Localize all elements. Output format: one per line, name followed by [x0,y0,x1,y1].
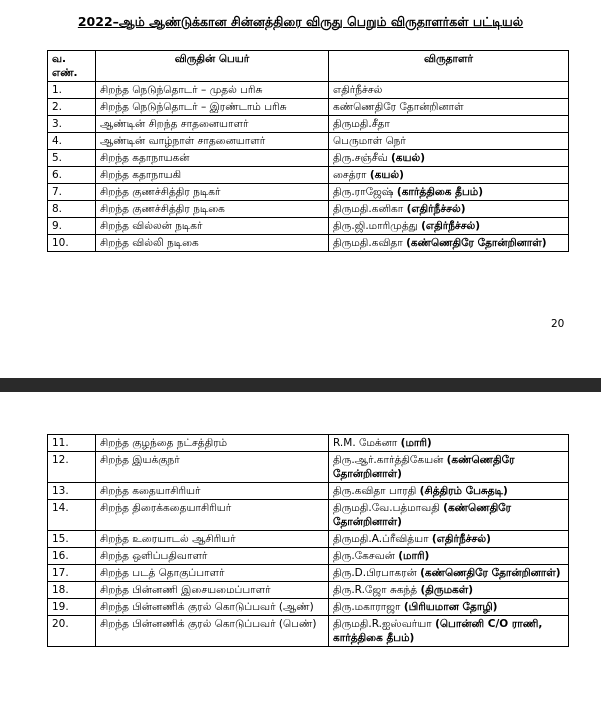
table-row [48,565,569,582]
award-name: சிறந்த கதாநாயகன் [96,150,329,167]
winner-name: திரு.ஜி.மாரிமுத்து [333,220,418,232]
page-title: 2022–ஆம் ஆண்டுக்கான சின்னத்திரை விருது பெறும் விருதாளர்கள் பட்டியல் [77,14,524,29]
award-name: சிறந்த வில்லன் நடிகர் [96,218,329,235]
serial-title: (எதிர்நீச்சல்) [406,203,466,215]
award-name: சிறந்த கதாநாயகி [96,167,329,184]
serial-number: 12. [48,452,96,483]
table-row [48,116,569,133]
winner-cell [329,531,569,548]
serial-number: 6. [48,167,96,184]
winner-cell [329,582,569,599]
award-name: சிறந்த ஒளிப்பதிவாளர் [96,548,329,565]
award-name: ஆண்டின் வாழ்நாள் சாதனையாளர் [96,133,329,150]
table-row [48,167,569,184]
winner-cell [329,184,569,201]
winner-name: திருமதி.கவிதா [333,237,403,249]
winner-name: திரு.சஞ்சீவ் [333,152,388,164]
winner-cell [329,116,569,133]
winner-name: திரு.R.ஜோ சுகந்த் [333,584,418,596]
winner-cell [329,565,569,582]
winner-cell [329,435,569,452]
award-name: சிறந்த குணச்சித்திர நடிகர் [96,184,329,201]
table-row [48,483,569,500]
winner-cell [329,201,569,218]
winner-name: எதிர்நீச்சல் [333,84,383,96]
award-name: சிறந்த திரைக்கதையாசிரியர் [96,500,329,531]
table-row [48,150,569,167]
serial-title: (மாரி) [400,437,432,449]
award-name: சிறந்த பின்னணிக் குரல் கொடுப்பவர் (ஆண்) [96,599,329,616]
serial-number: 3. [48,116,96,133]
serial-number: 17. [48,565,96,582]
serial-number: 9. [48,218,96,235]
awards-table-part1 [47,50,569,252]
serial-title: (எதிர்நீச்சல்) [431,533,491,545]
serial-title: (கயல்) [390,152,426,164]
table-row [48,452,569,483]
winner-cell [329,452,569,483]
table-row [48,99,569,116]
serial-title: (மாரி) [398,550,430,562]
serial-number: 4. [48,133,96,150]
table-row [48,599,569,616]
winner-cell [329,599,569,616]
award-name: சிறந்த குணச்சித்திர நடிகை [96,201,329,218]
winner-cell [329,167,569,184]
winner-name: திரு.கேசவன் [333,550,395,562]
serial-title: (பிரியமான தோழி) [403,601,498,613]
serial-number: 18. [48,582,96,599]
winner-name: திருமதி.கனிகா [333,203,404,215]
winner-name: R.M. மேக்னா [333,437,398,449]
serial-title: (கண்ணெதிரே தோன்றினாள்) [333,502,512,528]
winner-cell [329,483,569,500]
serial-number: 19. [48,599,96,616]
winner-name: பெருமாள் நெர் [333,135,406,147]
winner-name: திரு.D.பிரபாகரன் [333,567,417,579]
winner-cell [329,133,569,150]
award-name: சிறந்த பின்னணி இசையமைப்பாளர் [96,582,329,599]
award-name: சிறந்த உரையாடல் ஆசிரியர் [96,531,329,548]
winner-cell [329,548,569,565]
table-row [48,82,569,99]
table-row [48,500,569,531]
winner-name: திருமதி.வே.பத்மாவதி [333,502,440,514]
serial-title: (கார்த்திகை தீபம்) [396,186,484,198]
winner-cell [329,500,569,531]
table-row [48,201,569,218]
award-name: சிறந்த நெடுந்தொடர் – இரண்டாம் பரிசு [96,99,329,116]
page-separator [0,378,601,392]
award-name: சிறந்த குழந்தை நட்சத்திரம் [96,435,329,452]
table-row [48,184,569,201]
serial-title: (கயல்) [369,169,404,181]
winner-name: திருமதி.R.ஐஸ்வர்யா [333,618,432,630]
winner-cell [329,235,569,252]
award-name: ஆண்டின் சிறந்த சாதனையாளர் [96,116,329,133]
winner-cell [329,150,569,167]
serial-number: 10. [48,235,96,252]
serial-number: 5. [48,150,96,167]
winner-name: கண்ணெதிரே தோன்றினாள் [333,101,464,113]
serial-title: (கண்ணெதிரே தோன்றினாள்) [333,454,515,480]
serial-title: (திருமகள்) [420,584,474,596]
serial-title: (பொன்னி C/O ராணி, கார்த்திகை தீபம்) [333,618,543,644]
serial-title: (எதிர்நீச்சல்) [421,220,481,232]
winner-cell [329,82,569,99]
winner-cell [329,616,569,647]
winner-name: சைத்ரா [333,169,367,181]
table-row [48,531,569,548]
serial-number: 16. [48,548,96,565]
winner-name: திரு.கவிதா பாரதி [333,485,417,497]
winner-name: திரு.ஆர்.கார்த்திகேயன் [333,454,444,466]
table-row [48,582,569,599]
table-header-row [48,51,569,82]
table-row [48,435,569,452]
serial-number: 8. [48,201,96,218]
award-name: சிறந்த இயக்குநர் [96,452,329,483]
serial-number: 1. [48,82,96,99]
serial-number: 15. [48,531,96,548]
serial-number: 11. [48,435,96,452]
winner-cell [329,99,569,116]
table-row [48,133,569,150]
header-serial: வ. எண். [48,51,96,82]
winner-name: திரு.மகாராஜா [333,601,401,613]
table-row [48,235,569,252]
award-name: சிறந்த வில்லி நடிகை [96,235,329,252]
award-name: சிறந்த படத் தொகுப்பாளர் [96,565,329,582]
serial-number: 2. [48,99,96,116]
awards-table-part2 [47,434,569,647]
header-award: விருதின் பெயர் [96,51,329,82]
winner-name: திருமதி.சீதா [333,118,390,130]
serial-title: (கண்ணெதிரே தோன்றினாள்) [420,567,561,579]
table-row [48,616,569,647]
table-row [48,218,569,235]
serial-title: (கண்ணெதிரே தோன்றினாள்) [406,237,547,249]
serial-number: 14. [48,500,96,531]
serial-title: (சித்திரம் பேசுதடி) [419,485,508,497]
serial-number: 20. [48,616,96,647]
serial-number: 13. [48,483,96,500]
award-name: சிறந்த கதையாசிரியர் [96,483,329,500]
header-winner: விருதாளர் [329,51,569,82]
winner-name: திரு.ராஜேஷ் [333,186,394,198]
winner-cell [329,218,569,235]
award-name: சிறந்த பின்னணிக் குரல் கொடுப்பவர் (பெண்) [96,616,329,647]
page-number: 20 [551,318,565,330]
serial-number: 7. [48,184,96,201]
award-name: சிறந்த நெடுந்தொடர் – முதல் பரிசு [96,82,329,99]
winner-name: திருமதி.A.ப்ரீவித்யா [333,533,429,545]
table-row [48,548,569,565]
